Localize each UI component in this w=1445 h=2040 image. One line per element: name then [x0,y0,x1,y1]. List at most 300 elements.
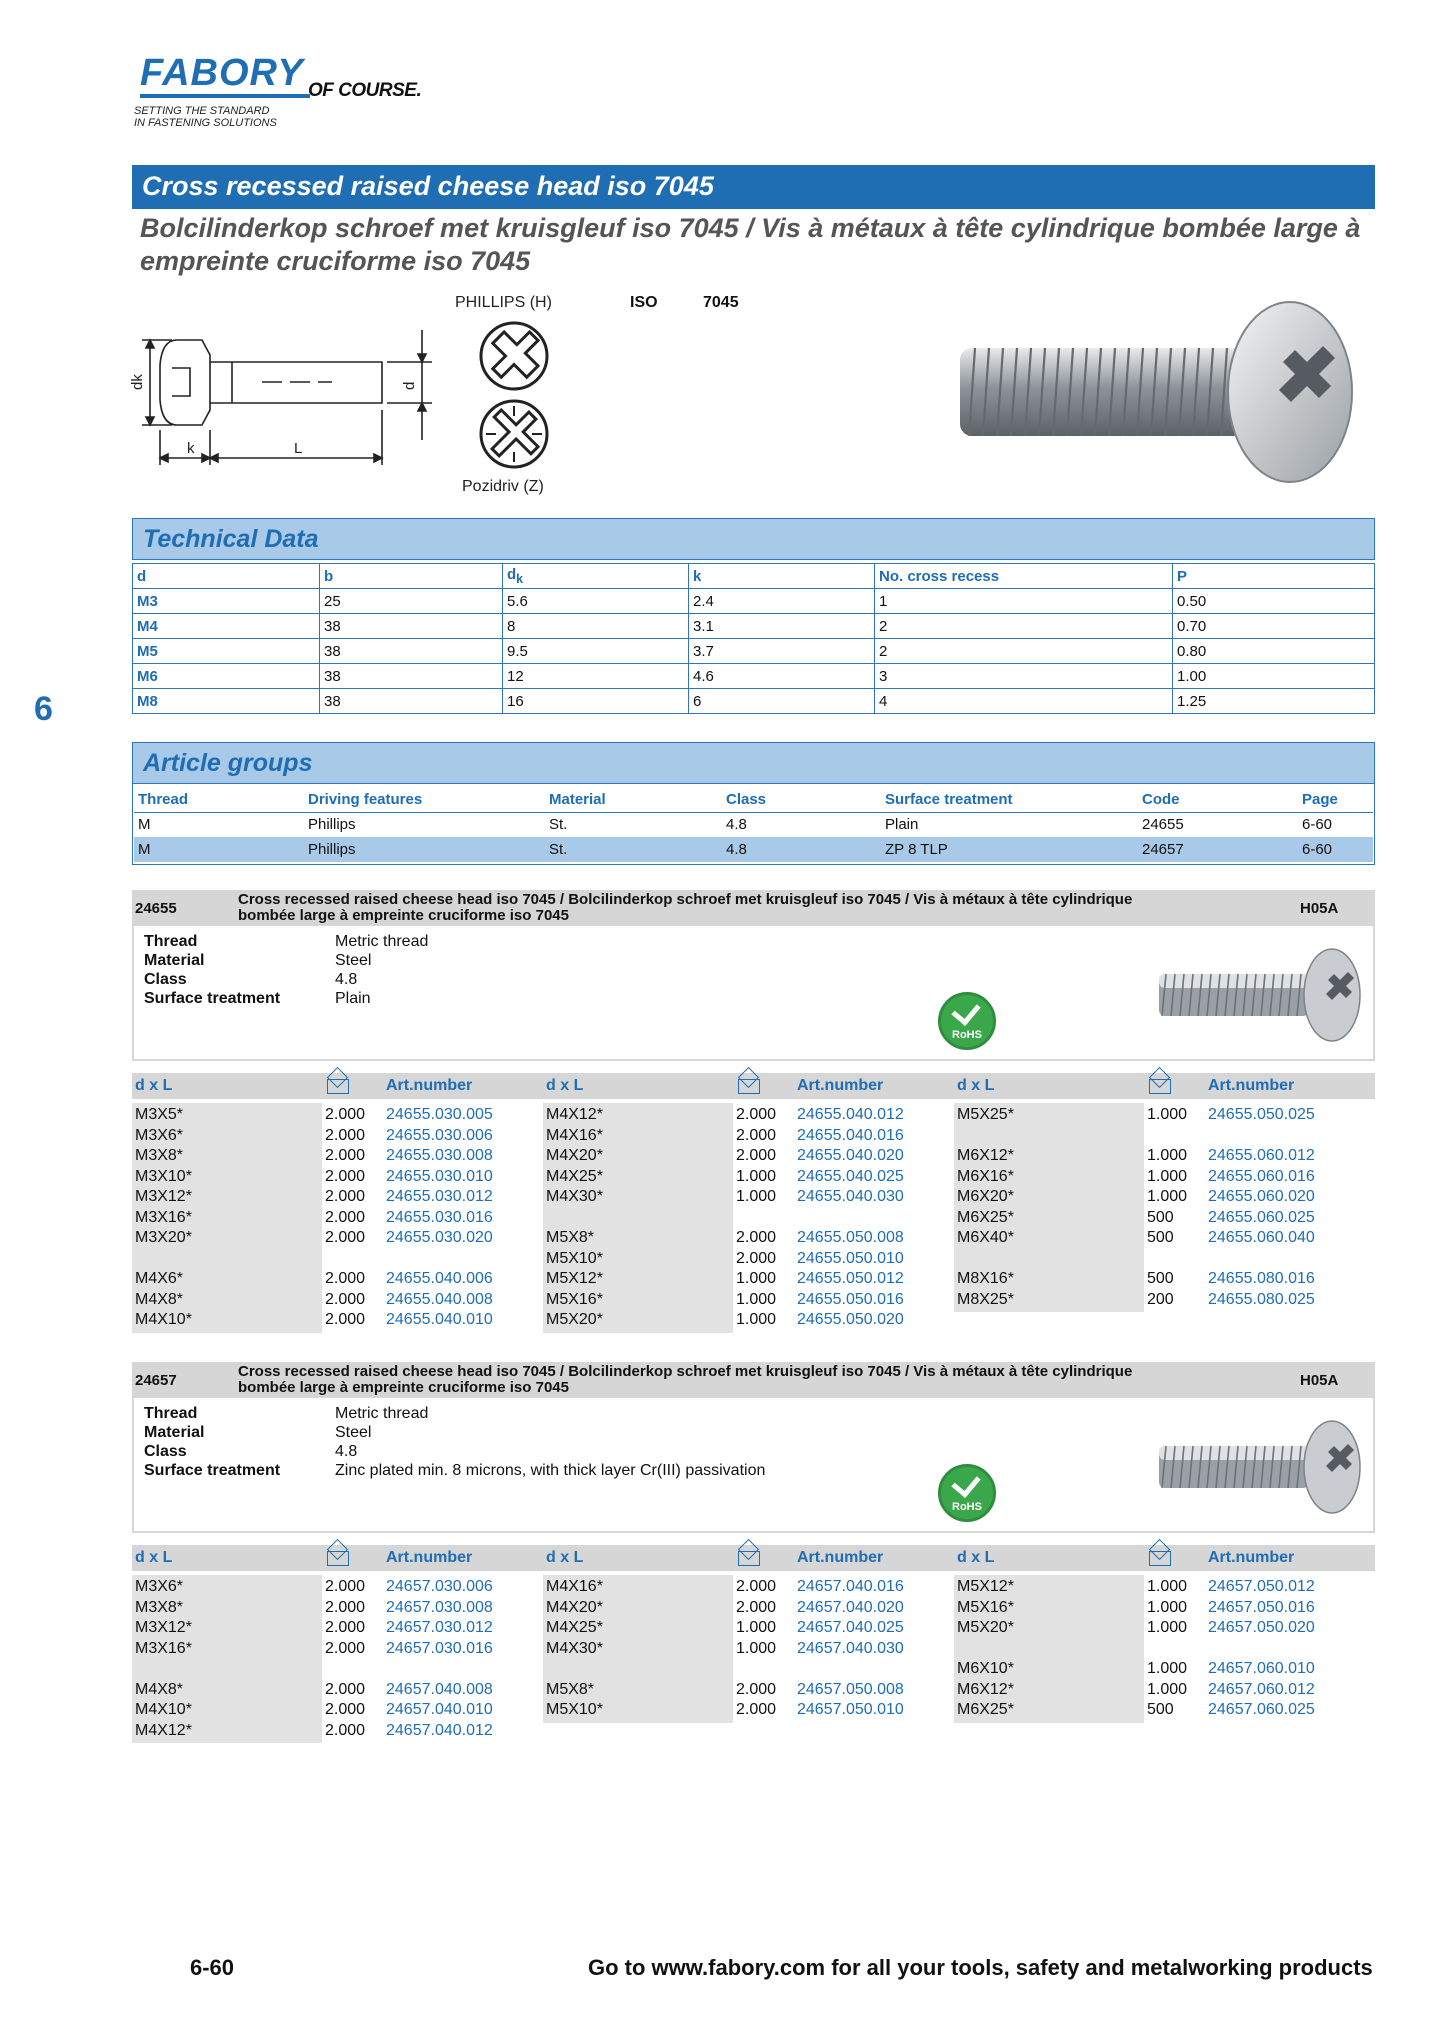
row-size: M3X16* [135,1208,192,1226]
article-groups-table [134,787,1373,862]
table-cell: 6 [689,689,875,714]
footer-text: Go to www.fabory.com for all your tools, safety and metalworking products [588,1955,1373,1980]
row-size: M3X10* [135,1167,192,1185]
pozidriv-drive-icon [476,396,552,472]
spec-material-value: Steel [335,952,372,969]
row-quantity: 1.000 [1147,1188,1188,1205]
row-quantity: 2.000 [736,1126,777,1144]
rohs-badge [938,1464,996,1522]
article-row[interactable] [543,1659,943,1680]
row-quantity: 1.000 [736,1188,777,1205]
col-d: d [133,564,320,589]
table-cell: M [134,837,304,862]
spec-thread-value: Metric thread [335,1405,429,1422]
row-quantity: 2.000 [325,1598,366,1616]
row-size: M5X16* [957,1598,1014,1616]
article-row[interactable] [543,1680,943,1701]
row-quantity: 2.000 [736,1701,777,1718]
row-quantity: 1.000 [736,1167,777,1185]
row-art-number[interactable]: 24657.040.008 [386,1680,493,1698]
col-code: Code [1138,787,1298,812]
article-row[interactable] [543,1105,943,1126]
table-cell: 0.70 [1173,614,1375,639]
envelope-icon [738,1551,760,1566]
product-description [238,892,1238,924]
article-row[interactable] [954,1249,1354,1270]
row-size: M4X6* [135,1270,184,1287]
table-cell: 4.8 [726,816,747,834]
article-row[interactable] [954,1187,1354,1208]
spec-class-label: Class [144,1443,187,1460]
article-list-header [132,1545,1375,1571]
table-cell: M [138,816,151,834]
header-dxl: d x L [957,1077,995,1094]
table-cell: Plain [885,816,919,834]
row-quantity: 1.000 [1147,1660,1188,1677]
row-art-number[interactable]: 24655.060.020 [1208,1188,1315,1205]
spec-class-label: Class [144,971,187,988]
table-header-row [133,564,1375,589]
table-cell: 2 [875,639,1173,664]
row-size: M4X16* [546,1126,603,1144]
row-size: M3X5* [135,1106,184,1123]
description-line-1: Cross recessed raised cheese head iso 7045 / Bolcilinderkop schroef met kruisgleuf iso 7045 / Vis à métaux à tête cylindrique [238,891,1133,908]
row-art-number[interactable]: 24657.050.008 [797,1680,904,1698]
table-cell: 6-60 [1298,837,1373,862]
table-cell: M3 [133,589,320,614]
row-quantity: 1.000 [1147,1680,1188,1698]
article-row[interactable] [132,1700,532,1721]
row-size: M3X8* [135,1147,184,1164]
row-size: M8X25* [957,1290,1014,1308]
row-art-number[interactable]: 24655.040.020 [797,1147,904,1164]
table-cell: 6-60 [1302,816,1333,834]
table-cell: 0.80 [1173,639,1375,664]
row-size: M5X25* [957,1106,1014,1123]
product-code: 24657 [135,1372,177,1389]
row-art-number[interactable]: 24657.050.012 [1208,1578,1315,1595]
table-row [133,614,1375,639]
article-group-row[interactable] [134,837,1373,862]
row-art-number[interactable]: 24655.040.006 [386,1270,493,1287]
table-cell: 5.6 [503,589,689,614]
article-row[interactable] [543,1126,943,1147]
article-row[interactable] [543,1167,943,1188]
article-row[interactable] [132,1269,532,1290]
col-thread: Thread [134,787,304,812]
row-art-number[interactable]: 24655.050.012 [797,1270,904,1287]
row-art-number[interactable]: 24655.050.020 [797,1311,904,1328]
row-quantity: 2.000 [325,1680,366,1698]
row-quantity: 2.000 [736,1106,777,1123]
screw-photo [955,300,1365,495]
row-size: M3X6* [135,1578,184,1595]
row-size: M8X16* [957,1270,1014,1287]
table-cell: St. [549,816,568,834]
article-row[interactable] [543,1310,943,1331]
article-row[interactable] [543,1249,943,1270]
article-row[interactable] [543,1618,943,1639]
row-art-number[interactable]: 24655.040.030 [797,1188,904,1205]
article-list-header [132,1073,1375,1099]
table-cell: Phillips [304,837,545,862]
row-quantity: 1.000 [736,1639,777,1657]
envelope-flap [327,1539,348,1560]
row-art-number[interactable]: 24657.030.006 [386,1578,493,1595]
row-size: M5X8* [546,1229,595,1246]
row-size: M4X10* [135,1311,192,1328]
table-cell: M4 [133,614,320,639]
article-row[interactable] [543,1700,943,1721]
product-description [238,1364,1238,1396]
product-standard: H05A [1300,1372,1339,1389]
footer-page-number: 6-60 [190,1955,235,1980]
row-art-number[interactable]: 24655.040.012 [797,1106,904,1123]
row-quantity: 2.000 [736,1147,777,1164]
article-row[interactable] [132,1721,532,1742]
article-row[interactable] [543,1228,943,1249]
article-row[interactable] [954,1105,1354,1126]
article-row[interactable] [543,1146,943,1167]
spec-surface-value: Plain [335,990,371,1007]
row-art-number[interactable]: 24657.040.030 [797,1639,904,1657]
article-row[interactable] [954,1618,1354,1639]
article-row[interactable] [543,1269,943,1290]
brand-tagline [134,105,277,129]
table-cell: 24655 [1142,816,1184,834]
article-row[interactable] [132,1249,532,1270]
dim-l-label: L [294,440,303,457]
col-dk-text: $d_k$ [507,566,524,586]
row-size: M4X8* [135,1680,184,1698]
row-size: M5X12* [957,1578,1014,1595]
row-art-number[interactable]: 24655.080.016 [1208,1270,1315,1287]
article-row[interactable] [954,1269,1354,1290]
col-page: Page [1298,787,1373,812]
row-quantity: 2.000 [325,1208,366,1226]
page-subtitle: Bolcilinderkop schroef met kruisgleuf iso 7045 / Vis à métaux à tête cylindrique bombée large à empreinte cruciforme iso 7045 [140,213,1361,276]
table-cell: 3 [875,664,1173,689]
row-art-number[interactable]: 24657.040.020 [797,1598,904,1616]
col-material: Material [545,787,722,812]
row-size: M3X6* [135,1126,184,1144]
row-quantity: 2.000 [736,1249,777,1267]
header-art-number: Art.number [1208,1549,1295,1566]
table-cell: 3.1 [689,614,875,639]
product-spec-box [132,1398,1375,1533]
envelope-icon [1149,1551,1171,1566]
row-art-number[interactable]: 24657.050.010 [797,1701,904,1718]
product-image [1154,944,1364,1049]
row-quantity: 500 [1147,1701,1174,1718]
article-row[interactable] [132,1659,532,1680]
row-art-number[interactable]: 24657.040.012 [386,1721,493,1739]
spec-material-value: Steel [335,1424,372,1441]
article-row[interactable] [132,1618,532,1639]
row-quantity: 2.000 [325,1147,366,1164]
row-size: M6X20* [957,1188,1014,1205]
article-row[interactable] [954,1598,1354,1619]
article-group-row[interactable] [134,812,1373,837]
article-row[interactable] [954,1146,1354,1167]
header-art-number: Art.number [386,1077,473,1094]
table-cell: 4.8 [722,837,881,862]
row-size: M3X12* [135,1188,192,1205]
article-row[interactable] [543,1598,943,1619]
table-cell: 0.50 [1173,589,1375,614]
table-cell: 2 [875,614,1173,639]
col-class: Class [722,787,881,812]
product-standard: H05A [1300,900,1339,917]
table-cell: 24657 [1138,837,1298,862]
row-size: M4X12* [135,1721,192,1739]
row-quantity: 1.000 [1147,1106,1188,1123]
row-art-number[interactable]: 24657.050.020 [1208,1619,1315,1636]
article-row[interactable] [543,1290,943,1311]
article-row[interactable] [543,1639,943,1660]
table-cell: 12 [503,664,689,689]
brand-slogan: OF COURSE. [308,80,422,101]
row-art-number[interactable]: 24655.050.016 [797,1290,904,1308]
article-row[interactable] [954,1228,1354,1249]
row-art-number[interactable]: 24655.040.016 [797,1126,904,1144]
row-art-number[interactable]: 24655.060.025 [1208,1208,1315,1226]
dim-dk-label: dk [129,374,146,390]
article-row[interactable] [954,1126,1354,1147]
spec-material-label: Material [144,952,205,969]
article-groups-heading: Article groups [132,742,1375,784]
article-row[interactable] [543,1208,943,1229]
table-cell: M5 [133,639,320,664]
table-cell: 8 [503,614,689,639]
article-row[interactable] [543,1187,943,1208]
row-size: M5X10* [546,1701,603,1718]
row-art-number[interactable]: 24657.030.016 [386,1639,493,1657]
row-art-number[interactable]: 24657.040.016 [797,1578,904,1595]
row-quantity: 2.000 [325,1126,366,1144]
description-line-1: Cross recessed raised cheese head iso 7045 / Bolcilinderkop schroef met kruisgleuf iso 7045 / Vis à métaux à tête cylindrique [238,1363,1133,1380]
row-size: M6X16* [957,1167,1014,1185]
row-size: M4X16* [546,1578,603,1595]
row-size: M4X30* [546,1188,603,1205]
envelope-icon [1149,1079,1171,1094]
header-art-number: Art.number [797,1549,884,1566]
row-art-number[interactable]: 24657.030.012 [386,1619,493,1636]
row-size: M6X25* [957,1701,1014,1718]
product-header [132,1362,1375,1398]
product-code: 24655 [135,900,177,917]
row-size: M4X30* [546,1639,603,1657]
tagline-line-2: IN FASTENING SOLUTIONS [134,117,277,129]
article-row[interactable] [132,1680,532,1701]
row-size: M4X25* [546,1619,603,1636]
table-cell: 38 [320,639,503,664]
article-row[interactable] [132,1167,532,1188]
row-quantity: 2.000 [736,1598,777,1616]
header-dxl: d x L [546,1549,584,1566]
table-cell: 4 [875,689,1173,714]
col-p: P [1173,564,1375,589]
row-quantity: 2.000 [736,1229,777,1246]
row-size: M5X20* [957,1619,1014,1636]
description-line-2: bombée large à empreinte cruciforme iso 7045 [238,1379,569,1396]
row-quantity: 500 [1147,1208,1174,1226]
row-size: M6X40* [957,1229,1014,1246]
iso-label: ISO [630,294,658,311]
row-quantity: 2.000 [325,1290,366,1308]
article-row[interactable] [132,1639,532,1660]
row-size: M5X20* [546,1311,603,1328]
row-size: M4X20* [546,1598,603,1616]
row-art-number[interactable]: 24655.030.012 [386,1188,493,1205]
article-row[interactable] [132,1598,532,1619]
table-row [133,589,1375,614]
article-row[interactable] [954,1290,1354,1311]
rohs-label: RoHS [952,1501,982,1513]
row-art-number[interactable]: 24655.030.008 [386,1147,493,1164]
spec-thread-label: Thread [144,1405,198,1422]
row-quantity: 1.000 [1147,1619,1188,1636]
subscript-k: k [516,572,524,586]
row-art-number[interactable]: 24655.060.040 [1208,1229,1315,1246]
table-cell: 1.25 [1173,689,1375,714]
row-art-number[interactable]: 24657.040.025 [797,1619,904,1636]
row-quantity: 500 [1147,1270,1174,1287]
row-size: M3X20* [135,1229,192,1246]
article-row[interactable] [954,1639,1354,1660]
spec-thread-label: Thread [144,933,198,950]
row-art-number[interactable]: 24655.030.006 [386,1126,493,1144]
article-row[interactable] [132,1228,532,1249]
brand-logo: FABORY [140,52,304,94]
envelope-icon [327,1079,349,1094]
table-cell: 38 [320,614,503,639]
row-art-number[interactable]: 24657.040.010 [386,1701,493,1718]
row-art-number[interactable]: 24655.040.025 [797,1167,904,1185]
row-art-number[interactable]: 24655.030.016 [386,1208,493,1226]
row-size: M3X12* [135,1619,192,1636]
row-size: M5X10* [546,1249,603,1267]
row-art-number[interactable]: 24655.050.025 [1208,1106,1315,1123]
row-art-number[interactable]: 24655.030.005 [386,1106,493,1123]
spec-surface-label: Surface treatment [144,1462,281,1479]
table-cell: St. [545,837,722,862]
article-row[interactable] [132,1146,532,1167]
row-size: M4X10* [135,1701,192,1718]
row-art-number[interactable]: 24657.030.008 [386,1598,493,1616]
row-quantity: 1.000 [1147,1167,1188,1185]
spec-surface-value: Zinc plated min. 8 microns, with thick layer Cr(III) passivation [335,1462,766,1479]
article-row[interactable] [132,1310,532,1331]
row-quantity: 2.000 [325,1578,366,1595]
row-size: M6X12* [957,1147,1014,1164]
tagline-line-1: SETTING THE STANDARD [134,105,270,117]
table-row [133,639,1375,664]
article-row[interactable] [132,1126,532,1147]
spec-surface-label: Surface treatment [144,990,281,1007]
envelope-flap [327,1067,348,1088]
table-cell: 4.6 [689,664,875,689]
row-art-number[interactable]: 24657.050.016 [1208,1598,1315,1616]
row-art-number[interactable]: 24657.060.012 [1208,1680,1315,1698]
table-cell: 38 [320,664,503,689]
dim-k-label: k [187,440,195,457]
article-row[interactable] [954,1167,1354,1188]
article-row[interactable] [132,1187,532,1208]
table-cell: 25 [320,589,503,614]
article-row[interactable] [132,1577,532,1598]
row-art-number[interactable]: 24655.040.008 [386,1290,493,1308]
article-row[interactable] [954,1700,1354,1721]
article-row[interactable] [954,1208,1354,1229]
row-quantity: 2.000 [325,1721,366,1739]
row-art-number[interactable]: 24655.040.010 [386,1311,493,1328]
row-art-number[interactable]: 24655.050.010 [797,1249,904,1267]
article-row[interactable] [954,1577,1354,1598]
article-row[interactable] [132,1105,532,1126]
product-header [132,890,1375,926]
row-quantity: 500 [1147,1229,1174,1246]
screw-thumbnail [1154,944,1364,1044]
article-row[interactable] [132,1290,532,1311]
check-icon [951,1468,980,1498]
table-cell: 16 [503,689,689,714]
col-surface: Surface treatment [881,787,1138,812]
row-size: M6X12* [957,1680,1014,1698]
rohs-badge [938,992,996,1050]
row-quantity: 1.000 [1147,1578,1188,1595]
table-cell: Phillips [308,816,356,834]
col-driving: Driving features [304,787,545,812]
row-art-number[interactable]: 24655.030.010 [386,1167,493,1185]
row-art-number[interactable]: 24655.050.008 [797,1229,904,1246]
spec-class-value: 4.8 [335,1443,358,1460]
article-row[interactable] [954,1680,1354,1701]
row-size: M5X16* [546,1290,603,1308]
row-quantity: 2.000 [736,1680,777,1698]
row-art-number[interactable]: 24657.060.010 [1208,1660,1315,1677]
row-art-number[interactable]: 24655.080.025 [1208,1290,1315,1308]
row-size: M5X12* [546,1270,603,1287]
envelope-icon [327,1551,349,1566]
technical-data-table [132,563,1375,714]
pozidriv-label: Pozidriv (Z) [462,478,544,495]
article-row[interactable] [132,1208,532,1229]
row-size: M4X25* [546,1167,603,1185]
row-quantity: 2.000 [325,1619,366,1636]
table-row [133,689,1375,714]
header-art-number: Art.number [386,1549,473,1566]
row-art-number[interactable]: 24655.060.012 [1208,1147,1315,1164]
article-row[interactable] [543,1577,943,1598]
row-quantity: 2.000 [325,1229,366,1246]
row-quantity: 1.000 [1147,1598,1188,1616]
row-quantity: 1.000 [736,1270,777,1287]
row-art-number[interactable]: 24657.060.025 [1208,1701,1315,1718]
row-art-number[interactable]: 24655.030.020 [386,1229,493,1246]
product-spec-box [132,926,1375,1061]
row-quantity: 1.000 [1147,1147,1188,1164]
row-quantity: 2.000 [325,1270,366,1287]
row-quantity: 2.000 [325,1311,366,1328]
iso-number: 7045 [703,294,739,311]
row-quantity: 2.000 [736,1578,777,1595]
screw-thumbnail [1154,1416,1364,1516]
article-row[interactable] [954,1659,1354,1680]
row-art-number[interactable]: 24655.060.016 [1208,1167,1315,1185]
phillips-drive-icon [476,318,552,394]
header-art-number: Art.number [1208,1077,1295,1094]
